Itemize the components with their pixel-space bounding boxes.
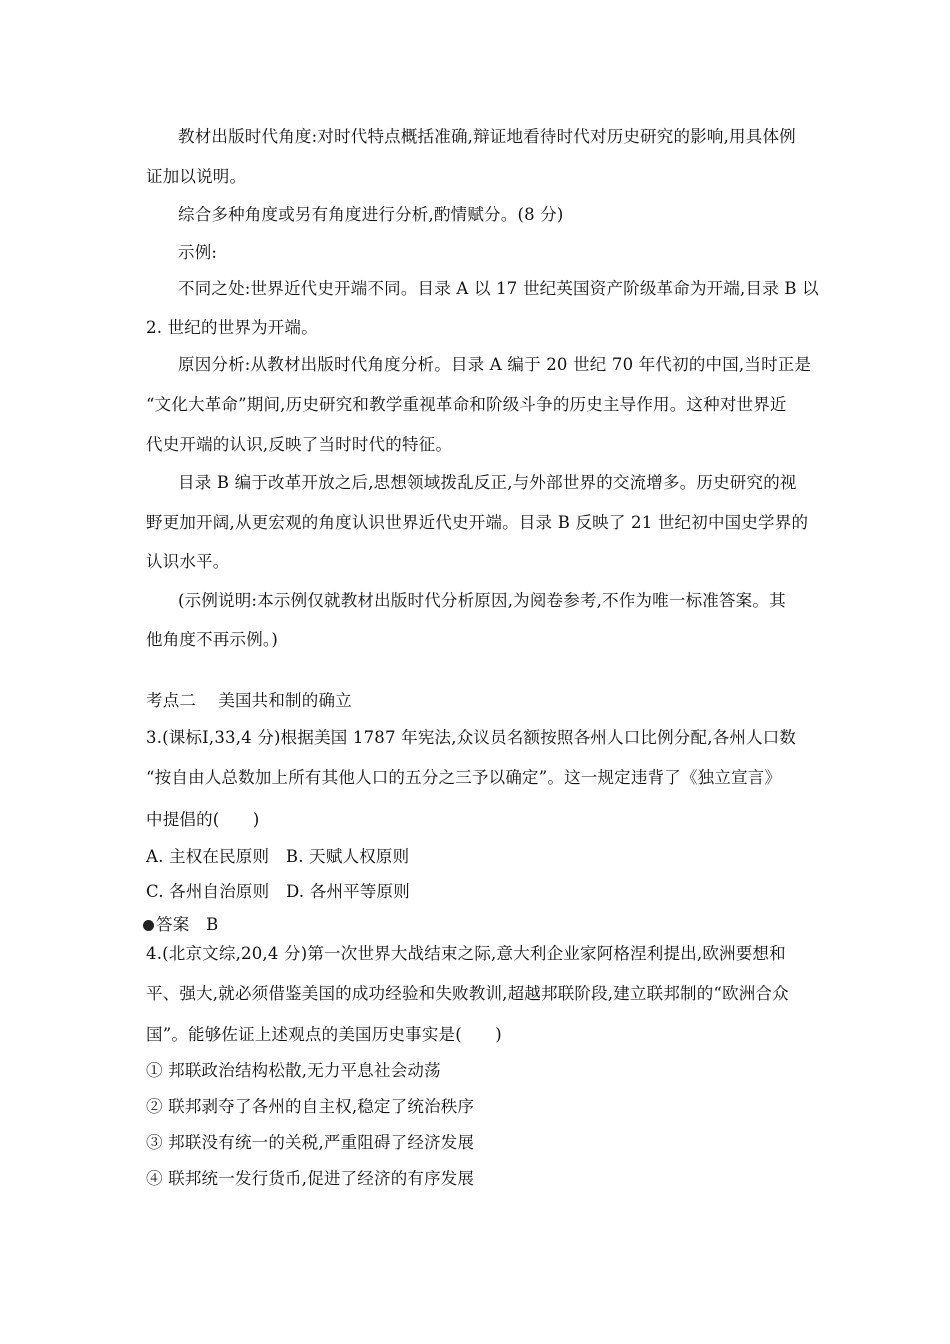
text-line: 2. 世纪的世界为开端。 — [146, 318, 318, 337]
answer-text: 答案 B — [156, 915, 219, 934]
text-line: 证加以说明。 — [146, 167, 247, 186]
question-text: 中提倡的( ) — [146, 810, 260, 829]
answer-line — [143, 915, 218, 935]
question-text: 国”。能够佐证上述观点的美国历史事实是( ) — [146, 1025, 502, 1044]
list-item: ③ 邦联没有统一的关税,严重阻碍了经济发展 — [146, 1133, 475, 1152]
section-heading: 考点二 美国共和制的确立 — [146, 691, 352, 710]
text-line: 认识水平。 — [146, 552, 230, 571]
text-line: 目录 B 编于改革开放之后,思想领域拨乱反正,与外部世界的交流增多。历史研究的视 — [178, 473, 797, 492]
question-text: 平、强大,就必须借鉴美国的成功经验和失败教训,超越邦联阶段,建立联邦制的“欧洲合众 — [146, 984, 789, 1003]
text-line: (示例说明:本示例仅就教材出版时代分析原因,为阅卷参考,不作为唯一标准答案。其 — [178, 591, 786, 610]
text-line: 示例: — [178, 243, 218, 262]
list-item: ① 邦联政治结构松散,无力平息社会动荡 — [146, 1061, 441, 1080]
question-text: “按自由人总数加上所有其他人口的五分之三予以确定”。这一规定违背了《独立宣言》 — [146, 768, 782, 787]
text-line: 综合多种角度或另有角度进行分析,酌情赋分。(8 分) — [178, 205, 564, 224]
text-line: 不同之处:世界近代史开端不同。目录 A 以 17 世纪英国资产阶级革命为开端,目录 B 以 — [178, 279, 819, 298]
list-item: ④ 联邦统一发行货币,促进了经济的有序发展 — [146, 1169, 475, 1188]
answer-bullet-icon — [143, 920, 154, 931]
list-item: ② 联邦剥夺了各州的自主权,稳定了统治秩序 — [146, 1097, 475, 1116]
text-line: 他角度不再示例。) — [146, 630, 278, 649]
text-line: 代史开端的认识,反映了当时时代的特征。 — [146, 435, 453, 454]
text-line: “文化大革命”期间,历史研究和教学重视革命和阶级斗争的历史主导作用。这种对世界近 — [146, 395, 787, 414]
options-row: A. 主权在民原则 B. 天赋人权原则 — [146, 847, 410, 866]
text-line: 原因分析:从教材出版时代角度分析。目录 A 编于 20 世纪 70 年代初的中国,当时正是 — [178, 355, 812, 374]
question-text: 4.(北京文综,20,4 分)第一次世界大战结束之际,意大利企业家阿格涅利提出,欧洲要想和 — [146, 944, 786, 963]
options-row: C. 各州自治原则 D. 各州平等原则 — [146, 882, 410, 901]
text-line: 教材出版时代角度:对时代特点概括准确,辩证地看待时代对历史研究的影响,用具体例 — [178, 127, 796, 146]
text-line: 野更加开阔,从更宏观的角度认识世界近代史开端。目录 B 反映了 21 世纪初中国史学界的 — [146, 513, 809, 532]
question-text: 3.(课标Ⅰ,33,4 分)根据美国 1787 年宪法,众议员名额按照各州人口比例分配,各州人口数 — [146, 728, 797, 747]
